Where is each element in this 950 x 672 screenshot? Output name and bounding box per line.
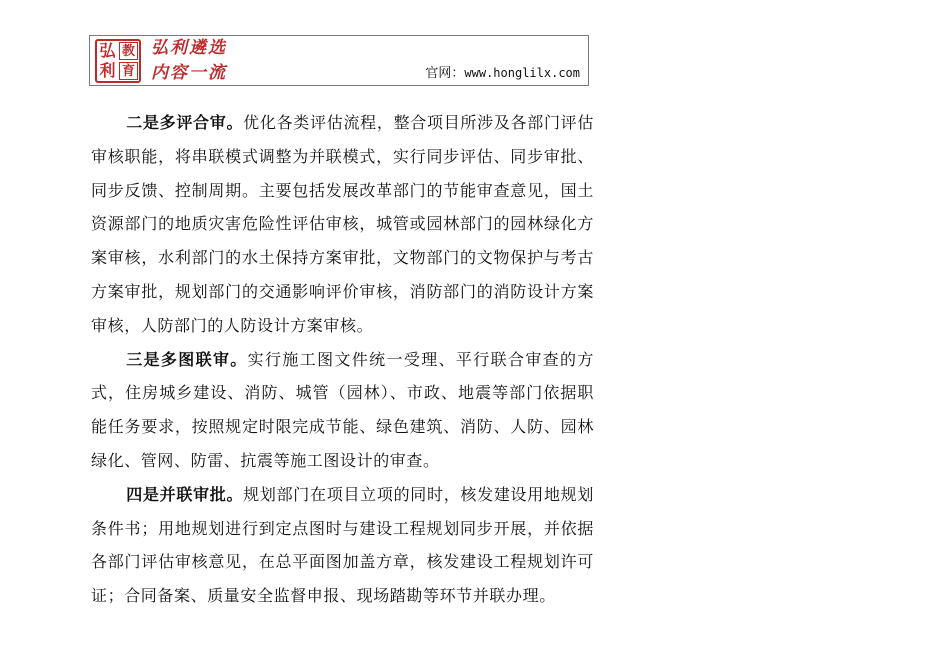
- paragraph-body: 优化各类评估流程，整合项目所涉及各部门评估审核职能，将串联模式调整为并联模式，实行同步评估、同步审批、同步反馈、控制周期。主要包括发展改革部门的节能审查意见，国土资源部门的地质灾害危险性评估审核，城管或园林部门的园林绿化方案审核，水利部门的水土保持方案审批，文物部门的文物保护与考古方案审批，规划部门的交通影响评价审核，消防部门的消防设计方案审核，人防部门的人防设计方案审核。: [91, 113, 594, 335]
- site-url-link[interactable]: www.honglilx.com: [464, 66, 580, 80]
- site-info: [425, 67, 580, 80]
- logo-char: 教: [119, 42, 138, 60]
- logo-seal: [95, 39, 141, 83]
- slogan-line-1: 弘利遴选: [151, 38, 227, 58]
- header-banner: [89, 35, 589, 86]
- paragraph-body: 实行施工图文件统一受理、平行联合审查的方式，住房城乡建设、消防、城管（园林）、市政、地震等部门依据职能任务要求，按照规定时限完成节能、绿色建筑、消防、人防、园林绿化、管网、防雷、抗震等施工图设计的审查。: [91, 349, 594, 470]
- paragraph-lead: 四是并联审批。: [126, 484, 244, 504]
- paragraph-body: 规划部门在项目立项的同时，核发建设用地规划条件书；用地规划进行到定点图时与建设工程规划同步开展，并依据各部门评估审核意见，在总平面图加盖方章，核发建设工程规划许可证；合同备案、质量安全监督申报、现场踏勘等环节并联办理。: [91, 484, 594, 606]
- site-label: 官网：: [425, 66, 465, 81]
- paragraph-lead: 三是多图联审。: [126, 349, 248, 369]
- paragraph: [91, 106, 594, 343]
- paragraph-lead: 二是多评合审。: [126, 113, 244, 132]
- logo-char: 利: [99, 61, 116, 80]
- paragraph: [91, 478, 594, 613]
- document-body: [91, 106, 594, 613]
- logo-char: 育: [119, 62, 138, 80]
- paragraph: [91, 343, 594, 478]
- logo-char: 弘: [99, 41, 116, 60]
- slogan-line-2: 内容一流: [151, 63, 227, 83]
